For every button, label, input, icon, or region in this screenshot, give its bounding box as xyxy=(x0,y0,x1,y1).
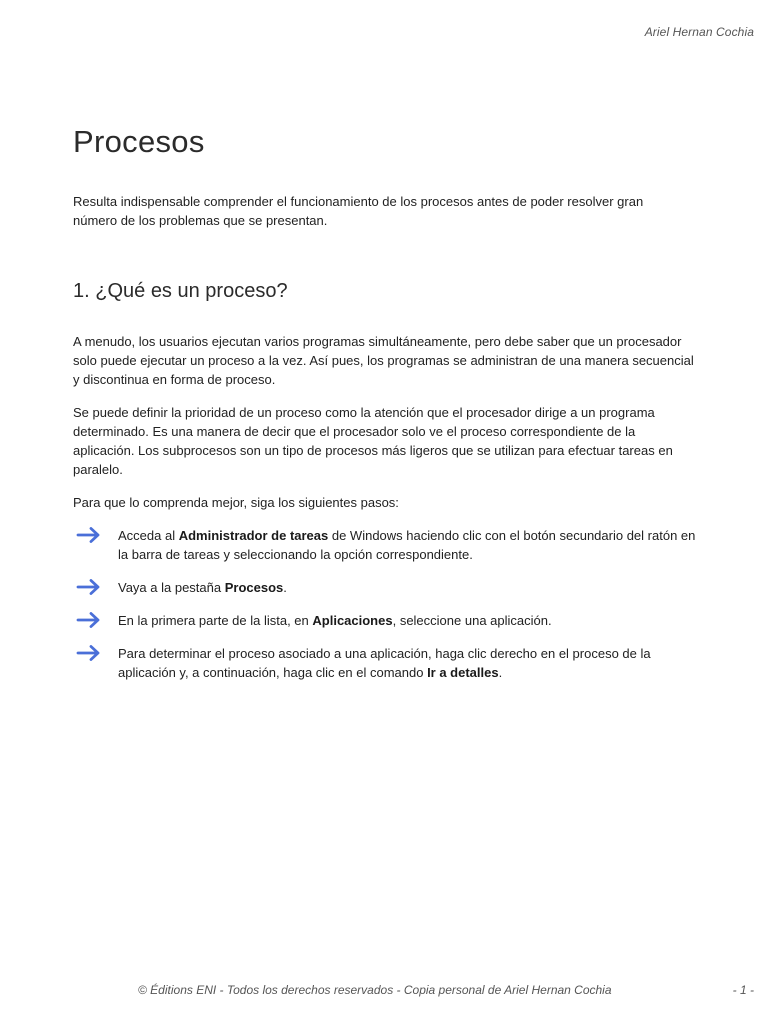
step-text: Acceda al Administrador de tareas de Windows haciendo clic con el botón secundario del ratón en la barra de tareas y seleccionando la opción correspondiente. xyxy=(118,528,696,562)
step-bold: Ir a detalles xyxy=(427,665,499,680)
header-author: Ariel Hernan Cochia xyxy=(644,25,754,39)
footer-copyright: © Éditions ENI - Todos los derechos reservados - Copia personal de Ariel Hernan Cochia xyxy=(138,983,612,997)
step-text: Vaya a la pestaña Procesos. xyxy=(118,580,287,595)
arrow-right-icon xyxy=(76,526,102,544)
page-title: Procesos xyxy=(73,124,205,159)
step-bold: Procesos xyxy=(224,580,284,595)
step-item xyxy=(73,611,703,630)
page-number: - 1 - xyxy=(732,983,754,997)
step-item xyxy=(73,644,703,682)
step-bold: Aplicaciones xyxy=(312,613,393,628)
step-text: En la primera parte de la lista, en Aplicaciones, seleccione una aplicación. xyxy=(118,613,552,628)
section-title: 1. ¿Qué es un proceso? xyxy=(73,280,288,302)
step-bold: Administrador de tareas xyxy=(178,528,329,543)
step-item xyxy=(73,578,703,597)
section-paragraph-3: Para que lo comprenda mejor, siga los siguientes pasos: xyxy=(73,495,399,510)
arrow-right-icon xyxy=(76,578,102,596)
section-paragraph-1: A menudo, los usuarios ejecutan varios programas simultáneamente, pero debe saber que un procesador solo puede ejecutar un proceso a la vez. Así pues, los programas se administran de una manera secuencial y discontinua en forma de proceso. xyxy=(73,334,694,387)
arrow-right-icon xyxy=(76,611,102,629)
intro-paragraph: Resulta indispensable comprender el funcionamiento de los procesos antes de poder resolver gran número de los problemas que se presentan. xyxy=(73,194,644,228)
arrow-right-icon xyxy=(76,644,102,662)
step-item xyxy=(73,526,703,564)
step-text: Para determinar el proceso asociado a una aplicación, haga clic derecho en el proceso de la aplicación y, a continuación, haga clic en el comando Ir a detalles. xyxy=(118,646,651,680)
section-paragraph-2: Se puede definir la prioridad de un proceso como la atención que el procesador dirige a un programa determinado. Es una manera de decir que el procesador solo ve el proceso correspondiente de la aplicación. Los subprocesos son un tipo de procesos más ligeros que se utilizan para efectuar tareas en paralelo. xyxy=(73,405,673,477)
steps-list xyxy=(73,526,703,696)
